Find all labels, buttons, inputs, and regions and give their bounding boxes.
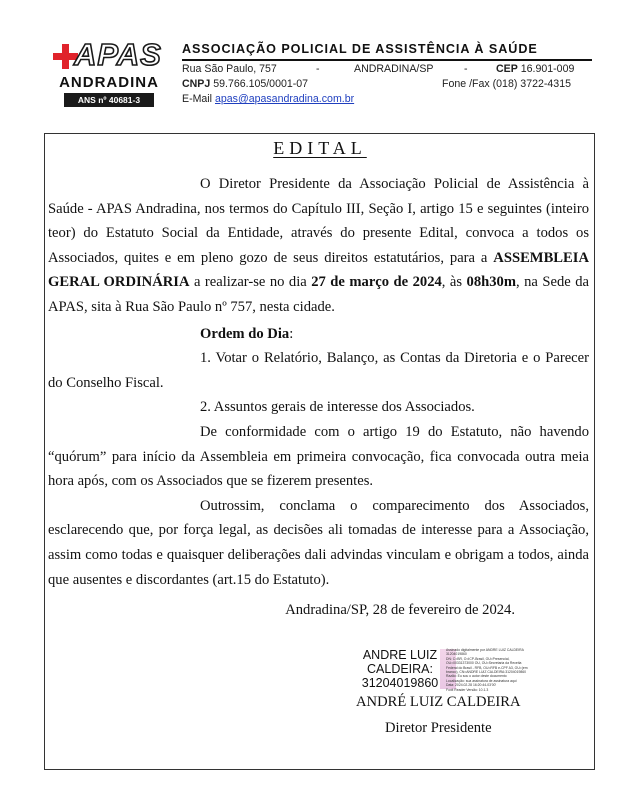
p1-text: O Diretor Presidente da Associação Policial de Assistência à Saúde - APAS Andradina, nos termos do Capítulo III, Seção I, artigo 15 e seguintes (inteiro teor) do Estatuto Social da Entidade, através do presente Edital, convoca a todos os Associados, quites e em pleno gozo de seus direitos estatutários, para a [48, 176, 589, 266]
signature-name-line2: CALDEIRA: [367, 662, 433, 676]
cep-label: CEP [496, 63, 518, 75]
city-state: ANDRADINA/SP [354, 63, 434, 75]
signature-id: 31204019860 [361, 676, 439, 690]
p1-text: , às [441, 274, 467, 291]
phone-fax: Fone /Fax (018) 3722-4315 [442, 78, 571, 90]
logo-brand: APAS [74, 37, 162, 72]
signature-detail-line: Federal do Brasil - RFB, OU=RFB e-CPF A3, OU=(em [446, 665, 528, 670]
email-label: E-Mail [182, 93, 213, 105]
assembly-date: 27 de março de 2024 [311, 274, 442, 291]
cnpj-value: 59.766.105/0001-07 [213, 78, 309, 90]
signature-detail-line: branco), CN=ANDRE LUIZ CALDEIRA:31204019860 [446, 670, 527, 675]
cep [496, 63, 574, 75]
signature-name-block [356, 648, 444, 690]
p1-text: , na Sede da APAS, sita à Rua São Paulo nº 757, nesta cidade. [48, 274, 589, 315]
signature-detail-line: 31204019860 [446, 652, 467, 657]
email [182, 93, 354, 105]
p1-text: a realizar-se no dia [189, 274, 312, 291]
title-text: EDITAL [273, 138, 367, 158]
legal-paragraph: Outrossim, conclama o comparecimento dos Associados, esclarecendo que, por força legal, as decisões ali tomadas de interesse para a Associação, assim como todas e quaisquer deliberações dali advindas vinculam e obrigam a todos, ainda que ausentes e discordantes (art.15 do Estatuto). [48, 497, 589, 588]
signature-name-line1: ANDRE LUIZ [362, 648, 438, 662]
email-row [182, 93, 592, 106]
document-title [0, 138, 640, 159]
logo-mark [50, 38, 168, 72]
assembly-name: ASSEMBLEIA GERAL ORDINÁRIA [48, 249, 589, 291]
agenda-item-1: 1. Votar o Relatório, Balanço, as Contas da Diretoria e o Parecer do Conselho Fiscal. [48, 350, 589, 391]
agenda-colon: : [289, 325, 294, 342]
signature-detail-line: OU=00331373000 OU, OU=Secretaria da Receita [446, 661, 522, 666]
agenda-title: Ordem do Dia [200, 325, 290, 342]
org-name: ASSOCIAÇÃO POLICIAL DE ASSISTÊNCIA À SAÚDE [182, 42, 592, 61]
assembly-time: 08h30m [466, 274, 517, 291]
agenda-item-2: 2. Assuntos gerais de interesse dos Associados. [200, 399, 475, 416]
cnpj [182, 78, 308, 90]
quorum-paragraph: De conformidade com o artigo 19 do Estatuto, não havendo “quórum” para início da Assembleia em primeira convocação, fica convocada outra meia hora após, com os Associados que se fizerem presentes. [48, 423, 589, 490]
signature-detail-line: Razão: Eu sou o autor deste documento [446, 674, 507, 679]
signature-detail-line: Data: 2024.02.28 16:20:44-03'00' [446, 683, 497, 688]
signature-details [446, 648, 546, 692]
document-body [48, 172, 589, 623]
logo-city: ANDRADINA [59, 74, 159, 91]
org-header [182, 42, 592, 106]
cnpj-row [182, 78, 592, 91]
signature-detail-line: DN: C=BR, O=ICP-Brasil, OU=Presencial, [446, 656, 510, 661]
convocation-paragraph [48, 172, 589, 320]
apas-logo [50, 38, 168, 108]
signer-role: Diretor Presidente [385, 720, 492, 736]
separator: - [464, 63, 468, 75]
signature-detail-line: Assinado digitalmente por ANDRE LUIZ CALDEIRA [446, 648, 524, 652]
signature-detail-line: Foxit Reader Versão: 10.1.3 [446, 687, 489, 692]
separator: - [316, 63, 320, 75]
cnpj-label: CNPJ [182, 78, 211, 90]
cep-value: 16.901-009 [520, 63, 575, 75]
logo-ans-number: ANS nº 40681-3 [64, 93, 154, 107]
date-line: Andradina/SP, 28 de fevereiro de 2024. [285, 602, 515, 619]
email-link[interactable]: apas@apasandradina.com.br [214, 93, 355, 105]
signer-name: ANDRÉ LUIZ CALDEIRA [356, 694, 521, 710]
address-row [182, 63, 592, 76]
digital-signature [356, 648, 546, 694]
address: Rua São Paulo, 757 [182, 63, 277, 75]
signature-detail-line: Localização: sua assinatura de assinatura aqui [446, 678, 517, 683]
agenda-heading [48, 322, 589, 347]
